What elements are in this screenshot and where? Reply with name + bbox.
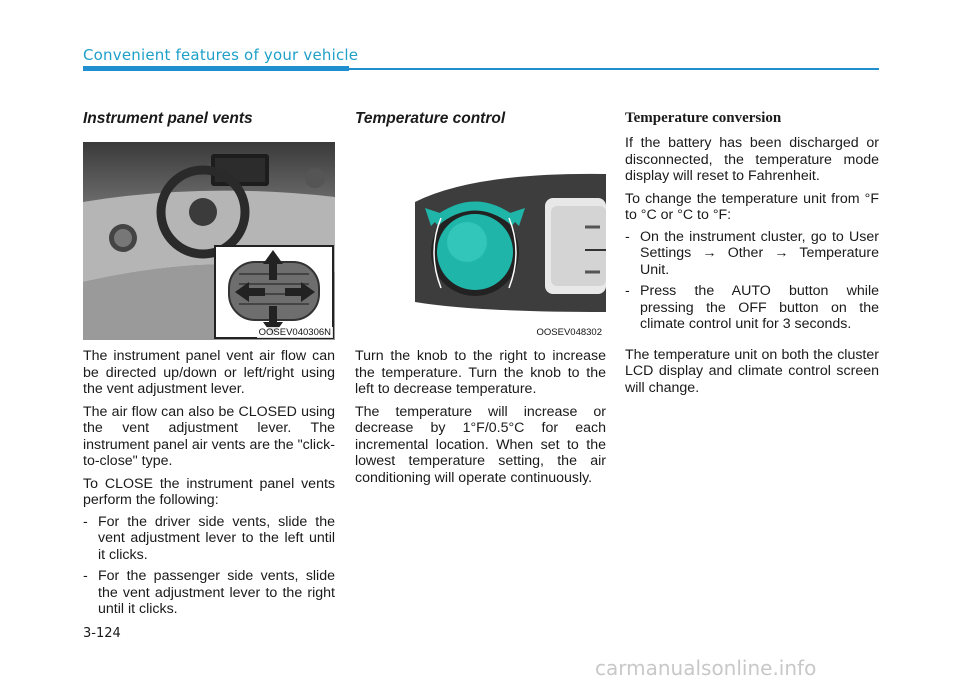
paragraph: To CLOSE the instrument panel vents perform the following: bbox=[83, 475, 335, 508]
vent-illustration bbox=[83, 142, 335, 340]
paragraph: The air flow can also be CLOSED using the vent adjustment lever. The instrument panel air vents are the "click-to-close" type. bbox=[83, 403, 335, 469]
dashboard-vent-image bbox=[83, 142, 335, 340]
paragraph: To change the temperature unit from °F to °C or °C to °F: bbox=[625, 190, 879, 223]
figure-code: OOSEV048302 bbox=[536, 327, 602, 338]
page-number: 3-124 bbox=[83, 626, 121, 641]
paragraph: If the battery has been discharged or disconnected, the temperature mode display will reset to Fahrenheit. bbox=[625, 135, 879, 184]
column-instrument-panel-vents bbox=[83, 110, 335, 623]
temperature-knob-image bbox=[355, 142, 606, 340]
paragraph: Turn the knob to the right to increase the temperature. Turn the knob to the left to decrease temperature. bbox=[355, 348, 606, 397]
heading-instrument-panel-vents: Instrument panel vents bbox=[83, 110, 253, 127]
paragraph: The temperature unit on both the cluster LCD display and climate control screen will change. bbox=[625, 346, 879, 396]
list-item: - For the driver side vents, slide the vent adjustment lever to the left until it clicks. bbox=[83, 513, 335, 563]
watermark: carmanualsonline.info bbox=[595, 656, 817, 680]
column-temperature-control bbox=[355, 110, 606, 486]
close-vent-steps bbox=[83, 514, 335, 618]
heading-temperature-conversion: Temperature conversion bbox=[625, 110, 782, 126]
list-item: - On the instrument cluster, go to User Settings → Other → Temperature Unit. bbox=[625, 228, 879, 278]
list-item: - Press the AUTO button while pressing the OFF button on the climate control unit for 3 seconds. bbox=[625, 283, 879, 332]
knob-illustration bbox=[355, 142, 606, 340]
header-accent-bar bbox=[83, 66, 349, 71]
figure-code: OOSEV040306N bbox=[258, 327, 331, 338]
column-temperature-conversion bbox=[625, 110, 879, 396]
paragraph: The instrument panel vent air flow can be directed up/down or left/right using the vent adjustment lever. bbox=[83, 348, 335, 397]
conversion-steps bbox=[625, 229, 879, 333]
header-rule bbox=[349, 68, 879, 70]
section-title: Convenient features of your vehicle bbox=[83, 46, 359, 64]
heading-temperature-control: Temperature control bbox=[355, 110, 506, 127]
list-item: - For the passenger side vents, slide the vent adjustment lever to the right until it clicks. bbox=[83, 568, 335, 617]
paragraph: The temperature will increase or decrease by 1°F/0.5°C for each incremental location. When set to the lowest temperature setting, the air conditioning will operate continuously. bbox=[355, 403, 606, 486]
